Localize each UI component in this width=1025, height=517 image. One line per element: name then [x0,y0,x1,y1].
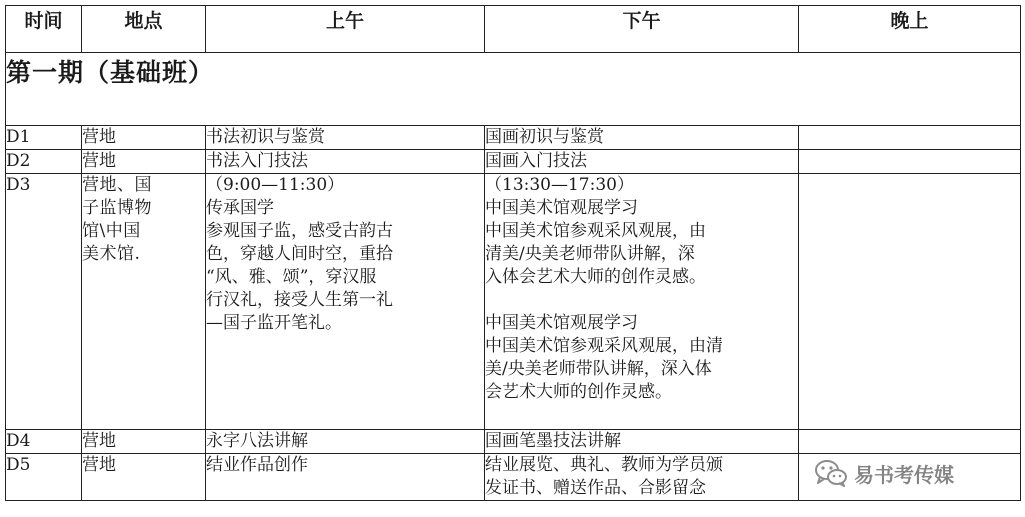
place-cell [82,454,206,501]
schedule-table [5,5,1021,501]
afternoon-line: 发证书、赠送作品、合影留念 [485,478,706,498]
afternoon-cell [485,150,799,174]
morning-line: 永字八法讲解 [206,431,308,451]
afternoon-line: 中国美术馆观展学习 [485,313,638,333]
place-line: 营地 [82,431,116,451]
afternoon-line: 国画笔墨技法讲解 [485,431,621,451]
afternoon-line: 会艺术大师的创作灵感。 [485,382,672,402]
evening-cell [799,174,1021,430]
morning-line: “风、雅、颂”，穿汉服 [206,267,377,287]
table-row-d3 [6,174,1021,430]
morning-cell [206,126,485,150]
day-cell: D4 [6,430,82,454]
day-cell: D2 [6,150,82,174]
morning-cell [206,454,485,501]
afternoon-cell [485,454,799,501]
place-line: 馆\中国 [82,221,141,241]
afternoon-line: 中国美术馆参观采风观展，由清 [485,336,723,356]
evening-cell [799,126,1021,150]
afternoon-line: （13:30—17:30） [485,175,634,195]
place-line: 营地 [82,151,116,171]
phase-row [6,53,1021,126]
phase-title: 第一期（基础班） [6,53,1021,126]
morning-line: 书法初识与鉴赏 [206,127,325,147]
table-row-d4 [6,430,1021,454]
table-row-d1 [6,126,1021,150]
morning-cell [206,430,485,454]
afternoon-cell [485,430,799,454]
place-cell [82,174,206,430]
morning-line: 结业作品创作 [206,455,308,475]
morning-line: —国子监开笔礼。 [206,313,342,333]
evening-cell [799,430,1021,454]
place-line: 营地、国 [82,175,152,195]
morning-line: 书法入门技法 [206,151,308,171]
afternoon-line: 美/央美老师带队讲解，深入体 [485,359,712,379]
afternoon-line: 结业展览、典礼、教师为学员颁 [485,455,723,475]
table-row-d2 [6,150,1021,174]
header-time: 时间 [6,6,82,53]
place-cell [82,150,206,174]
afternoon-line: 清美/央美老师带队讲解，深 [485,244,695,264]
morning-line: （9:00—11:30） [206,175,345,195]
watermark [814,458,954,488]
day-cell: D5 [6,454,82,501]
header-morning: 上午 [206,6,485,53]
evening-cell [799,150,1021,174]
place-line: 美术馆. [82,244,141,264]
afternoon-cell [485,126,799,150]
paragraph-gap [485,289,798,312]
place-cell [82,126,206,150]
header-place: 地点 [82,6,206,53]
morning-line: 色，穿越人间时空，重拾 [206,244,393,264]
morning-cell [206,150,485,174]
header-evening: 晚上 [799,6,1021,53]
day-cell: D3 [6,174,82,430]
header-row [6,6,1021,53]
morning-line: 行汉礼，接受人生第一礼 [206,290,393,310]
morning-line: 传承国学 [206,198,274,218]
afternoon-line: 国画入门技法 [485,151,587,171]
afternoon-line: 国画初识与鉴赏 [485,127,604,147]
header-afternoon: 下午 [485,6,799,53]
afternoon-line: 入体会艺术大师的创作灵感。 [485,267,706,287]
place-line: 营地 [82,455,116,475]
place-line: 子监博物 [82,198,152,218]
afternoon-cell [485,174,799,430]
wechat-icon [814,458,848,488]
afternoon-line: 中国美术馆观展学习 [485,198,638,218]
place-cell [82,430,206,454]
watermark-text: 易书考传媒 [854,462,954,487]
morning-line: 参观国子监，感受古韵古 [206,221,393,241]
day-cell: D1 [6,126,82,150]
morning-cell [206,174,485,430]
afternoon-line: 中国美术馆参观采风观展，由 [485,221,706,241]
place-line: 营地 [82,127,116,147]
